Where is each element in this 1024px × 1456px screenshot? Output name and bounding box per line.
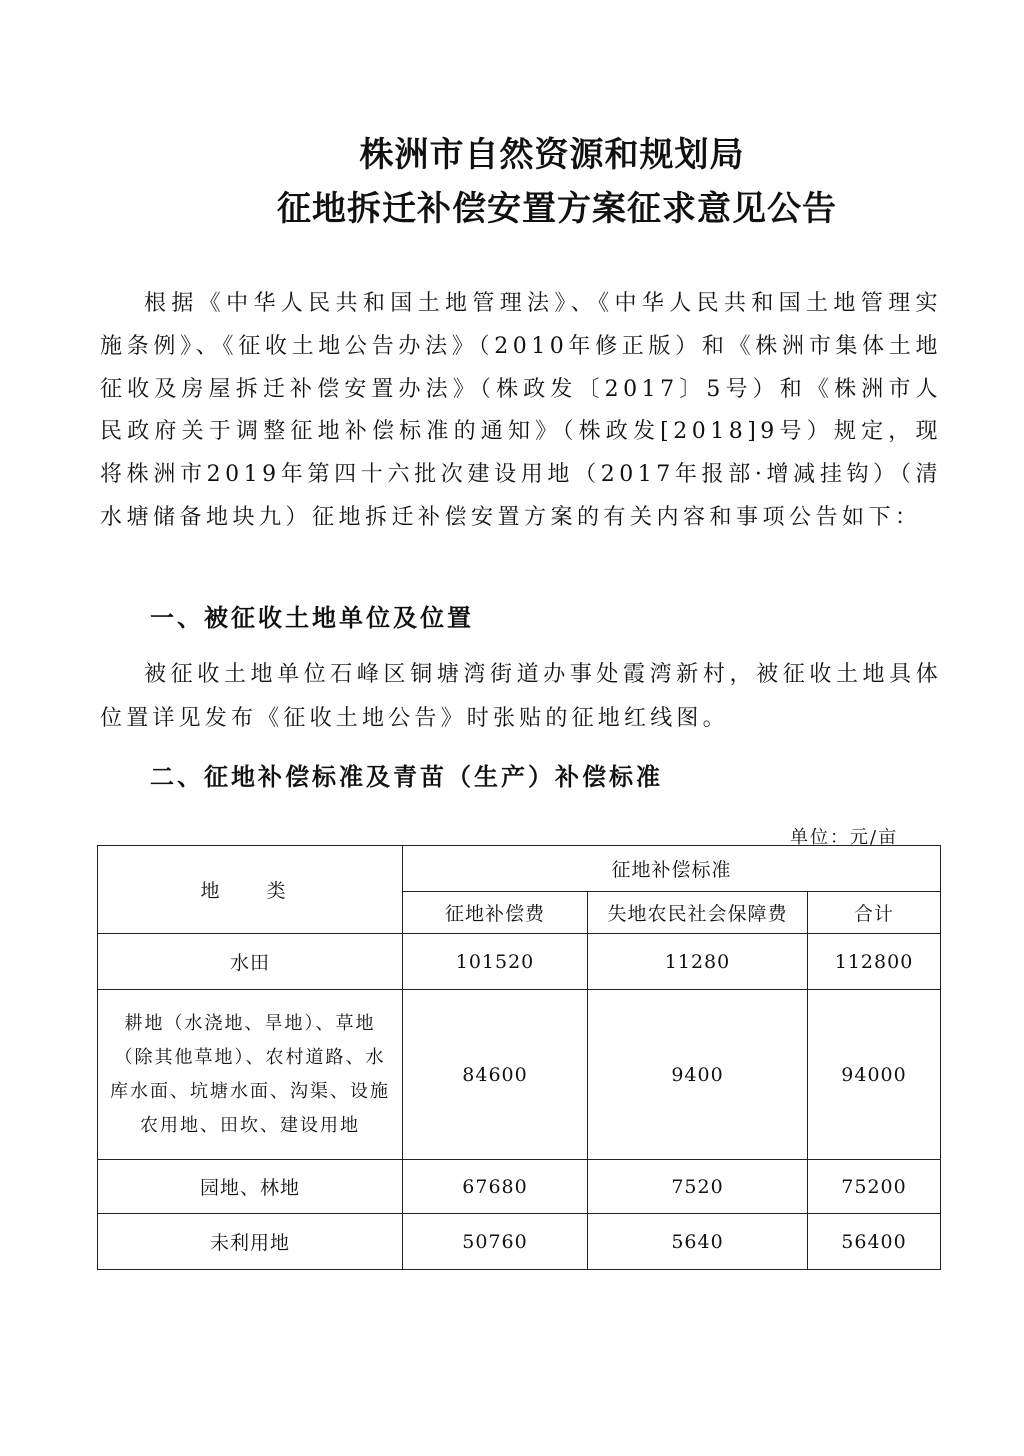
section-2-heading: 二、征地补偿标准及青苗（生产）补偿标准 [150, 762, 663, 791]
table-row [98, 1214, 941, 1270]
social-security-cell: 5640 [588, 1214, 808, 1270]
unit-note: 单位：元/亩 [790, 827, 899, 848]
total-cell: 94000 [808, 990, 941, 1160]
compensation-cell: 101520 [403, 934, 588, 990]
section-1-body [100, 653, 942, 741]
total-cell: 56400 [808, 1214, 941, 1270]
compensation-cell: 50760 [403, 1214, 588, 1270]
title-line-2: 征地拆迁补偿安置方案征求意见公告 [277, 189, 837, 229]
intro-section [100, 283, 942, 540]
col-header-total: 合计 [808, 892, 941, 934]
social-security-cell: 9400 [588, 990, 808, 1160]
table-row [98, 990, 941, 1160]
document-title [0, 128, 1024, 236]
compensation-table [97, 845, 941, 1270]
land-type-cell: 未利用地 [98, 1214, 403, 1270]
col-header-compensation: 征地补偿费 [403, 892, 588, 934]
land-type-cell: 耕地（水浇地、旱地）、草地（除其他草地）、农村道路、水库水面、坑塘水面、沟渠、设施农用地、田坎、建设用地 [98, 990, 403, 1160]
compensation-cell: 67680 [403, 1160, 588, 1214]
compensation-cell: 84600 [403, 990, 588, 1160]
table-header-row [98, 846, 941, 892]
group-header: 征地补偿标准 [403, 846, 941, 892]
title-line-1: 株洲市自然资源和规划局 [359, 135, 745, 175]
table-row [98, 1160, 941, 1214]
section-1-heading: 一、被征收土地单位及位置 [150, 603, 474, 632]
land-type-cell: 水田 [98, 934, 403, 990]
total-cell: 75200 [808, 1160, 941, 1214]
col-header-social-security: 失地农民社会保障费 [588, 892, 808, 934]
total-cell: 112800 [808, 934, 941, 990]
land-type-cell: 园地、林地 [98, 1160, 403, 1214]
social-security-cell: 11280 [588, 934, 808, 990]
section-1-paragraph: 被征收土地单位石峰区铜塘湾街道办事处霞湾新村，被征收土地具体位置详见发布《征收土地公告》时张贴的征地红线图。 [100, 662, 942, 731]
table-row [98, 934, 941, 990]
social-security-cell: 7520 [588, 1160, 808, 1214]
intro-paragraph: 根据《中华人民共和国土地管理法》、《中华人民共和国土地管理实施条例》、《征收土地公告办法》（2010年修正版）和《株洲市集体土地征收及房屋拆迁补偿安置办法》（株政发〔2017〕5号）和《株洲市人民政府关于调整征地补偿标准的通知》（株政发[2018]9号）规定，现将株洲市2019年第四十六批次建设用地（2017年报部·增减挂钩）（清水塘储备地块九）征地拆迁补偿安置方案的有关内容和事项公告如下： [100, 291, 942, 530]
land-type-header: 地 类 [98, 846, 403, 934]
